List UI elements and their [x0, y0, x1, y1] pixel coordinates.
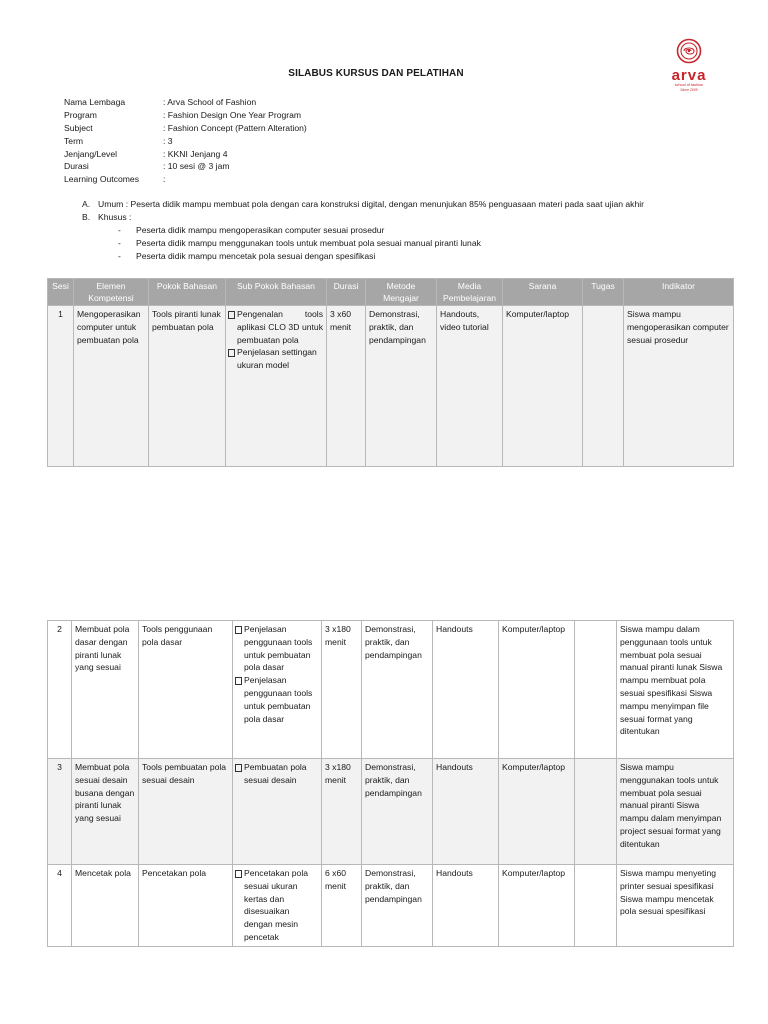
- cell-pokok: Pencetakan pola: [139, 865, 233, 947]
- info-label: Jenjang/Level: [64, 148, 118, 159]
- cell-sub-pokok: [233, 759, 322, 865]
- info-value: : 3: [163, 135, 173, 146]
- cell-media: Handouts: [433, 621, 499, 759]
- header-pokok: Pokok Bahasan: [149, 279, 226, 306]
- logo-since: Since 2005: [680, 88, 698, 92]
- cell-sarana: Komputer/laptop: [499, 621, 575, 759]
- sub-item-text: Pencetakan pola sesuai ukuran kertas dan disesuaikan dengan mesin pencetak: [244, 868, 309, 942]
- dash-marker: -: [118, 251, 121, 261]
- checkbox-bullet-icon: [235, 764, 242, 772]
- cell-metode: Demonstrasi, praktik, dan pendampingan: [366, 306, 437, 467]
- logo-rose-icon: [660, 38, 718, 68]
- syllabus-table-page-2: [47, 620, 734, 947]
- cell-sesi: 2: [48, 621, 72, 759]
- cell-indikator: Siswa mampu menggunakan tools untuk membuat pola sesuai manual piranti Siswa mampu dalam menyimpan project sesuai format yang ditentukan: [617, 759, 734, 865]
- info-label: Nama Lembaga: [64, 97, 126, 107]
- cell-media: Handouts: [433, 759, 499, 865]
- sub-item-text: Penjelasan penggunaan tools untuk pembuatan pola dasar: [244, 675, 313, 724]
- specific-text: Peserta didik mampu mengoperasikan computer sesuai prosedur: [136, 225, 385, 235]
- info-value: : Fashion Design One Year Program: [163, 109, 302, 120]
- cell-tugas: [575, 865, 617, 947]
- info-row: [64, 148, 307, 161]
- logo-brand: arva: [671, 67, 707, 84]
- cell-metode: Demonstrasi, praktik, dan pendampingan: [362, 759, 433, 865]
- objective-specific: [82, 211, 742, 224]
- sub-item: [244, 867, 318, 944]
- info-label: Learning Outcomes: [64, 174, 139, 185]
- info-label: Durasi: [64, 161, 89, 172]
- info-row: [64, 135, 307, 148]
- header-sub-pokok: Sub Pokok Bahasan: [226, 279, 327, 306]
- info-value: : 10 sesi @ 3 jam: [163, 161, 230, 172]
- specific-item: [82, 224, 742, 237]
- cell-sesi: 4: [48, 865, 72, 947]
- cell-sub-pokok: [233, 865, 322, 947]
- syllabus-table-page-1: [47, 278, 734, 467]
- table-row: [48, 759, 734, 865]
- info-row: [64, 173, 307, 186]
- sub-item: [244, 623, 318, 674]
- table-row: [48, 865, 734, 947]
- sub-item: [237, 346, 323, 372]
- cell-tugas: [583, 306, 624, 467]
- info-label: Subject: [64, 122, 93, 133]
- table-row: [48, 306, 734, 467]
- cell-media: Handouts, video tutorial: [437, 306, 503, 467]
- cell-pokok: Tools pembuatan pola sesuai desain: [139, 759, 233, 865]
- header-indikator: Indikator: [624, 279, 734, 306]
- header-sarana: Sarana: [503, 279, 583, 306]
- info-value: : KKNI Jenjang 4: [163, 148, 228, 159]
- cell-sub-pokok: [233, 621, 322, 759]
- list-marker: B.: [82, 212, 91, 222]
- cell-tugas: [575, 621, 617, 759]
- cell-sub-pokok: [226, 306, 327, 467]
- sub-item-text: Penjelasan penggunaan tools untuk pembuatan pola dasar: [244, 624, 313, 673]
- specific-text: Peserta didik mampu menggunakan tools untuk membuat pola sesuai manual piranti lunak: [136, 238, 481, 248]
- info-value: :: [163, 174, 166, 185]
- logo-tagline: school of fashion: [674, 83, 704, 87]
- objective-general: [82, 198, 742, 211]
- cell-durasi: 6 x60 menit: [322, 865, 362, 947]
- sub-item: [244, 761, 318, 787]
- info-row: [64, 96, 307, 109]
- cell-elemen: Membuat pola sesuai desain busana dengan piranti lunak yang sesuai: [72, 759, 139, 865]
- cell-elemen: Mencetak pola: [72, 865, 139, 947]
- cell-durasi: 3 x60 menit: [327, 306, 366, 467]
- info-row: [64, 160, 307, 173]
- specific-item: [82, 250, 742, 263]
- cell-sarana: Komputer/laptop: [499, 865, 575, 947]
- sub-item-text: Pengenalan tools aplikasi CLO 3D untuk pembuatan pola: [237, 309, 323, 345]
- cell-sesi: 3: [48, 759, 72, 865]
- specific-item: [82, 237, 742, 250]
- info-label: Term: [64, 135, 84, 146]
- cell-durasi: 3 x180 menit: [322, 621, 362, 759]
- cell-elemen: Mengoperasikan computer untuk pembuatan pola: [74, 306, 149, 467]
- info-block: [64, 96, 307, 186]
- table-header-row: [48, 279, 734, 306]
- cell-metode: Demonstrasi, praktik, dan pendampingan: [362, 621, 433, 759]
- cell-metode: Demonstrasi, praktik, dan pendampingan: [362, 865, 433, 947]
- info-row: [64, 122, 307, 135]
- cell-elemen: Membuat pola dasar dengan piranti lunak yang sesuai: [72, 621, 139, 759]
- header-sesi: Sesi: [48, 279, 74, 306]
- cell-indikator: Siswa mampu dalam penggunaan tools untuk membuat pola sesuai manual piranti lunak Siswa mampu membuat pola sesuai spesifikasi Siswa mampu menyimpan file sesuai format yang ditentukan: [617, 621, 734, 759]
- header-metode: Metode Mengajar: [366, 279, 437, 306]
- header-durasi: Durasi: [327, 279, 366, 306]
- header-tugas: Tugas: [583, 279, 624, 306]
- cell-sesi: 1: [48, 306, 74, 467]
- page-title: SILABUS KURSUS DAN PELATIHAN: [288, 68, 464, 79]
- cell-durasi: 3 x180 menit: [322, 759, 362, 865]
- cell-sarana: Komputer/laptop: [503, 306, 583, 467]
- header-media: Media Pembelajaran: [437, 279, 503, 306]
- info-value: : Fashion Concept (Pattern Alteration): [163, 122, 307, 133]
- cell-media: Handouts: [433, 865, 499, 947]
- checkbox-bullet-icon: [228, 349, 235, 357]
- header-elemen: Elemen Kompetensi: [74, 279, 149, 306]
- objective-text: Khusus :: [98, 212, 132, 222]
- info-value: : Arva School of Fashion: [163, 97, 257, 107]
- cell-tugas: [575, 759, 617, 865]
- table-row: [48, 621, 734, 759]
- sub-item-text: Pembuatan pola sesuai desain: [244, 762, 307, 785]
- dash-marker: -: [118, 238, 121, 248]
- cell-sarana: Komputer/laptop: [499, 759, 575, 865]
- checkbox-bullet-icon: [235, 677, 242, 685]
- specific-text: Peserta didik mampu mencetak pola sesuai dengan spesifikasi: [136, 251, 376, 261]
- info-label: Program: [64, 109, 97, 120]
- checkbox-bullet-icon: [235, 870, 242, 878]
- sub-item: [244, 674, 318, 725]
- cell-indikator: Siswa mampu mengoperasikan computer sesuai prosedur: [624, 306, 734, 467]
- checkbox-bullet-icon: [235, 626, 242, 634]
- list-marker: A.: [82, 199, 91, 209]
- sub-item: [237, 308, 323, 346]
- objective-text: Umum : Peserta didik mampu membuat pola dengan cara konstruksi digital, dengan menunjukan 85% penguasaan materi pada saat ujian akhir: [98, 199, 645, 209]
- checkbox-bullet-icon: [228, 311, 235, 319]
- cell-indikator: Siswa mampu menyeting printer sesuai spesifikasi Siswa mampu mencetak pola sesuai spesifikasi: [617, 865, 734, 947]
- learning-outcomes: [82, 198, 742, 263]
- sub-item-text: Penjelasan settingan ukuran model: [237, 347, 317, 371]
- info-row: [64, 109, 307, 122]
- dash-marker: -: [118, 225, 121, 235]
- cell-pokok: Tools piranti lunak pembuatan pola: [149, 306, 226, 467]
- cell-pokok: Tools penggunaan pola dasar: [139, 621, 233, 759]
